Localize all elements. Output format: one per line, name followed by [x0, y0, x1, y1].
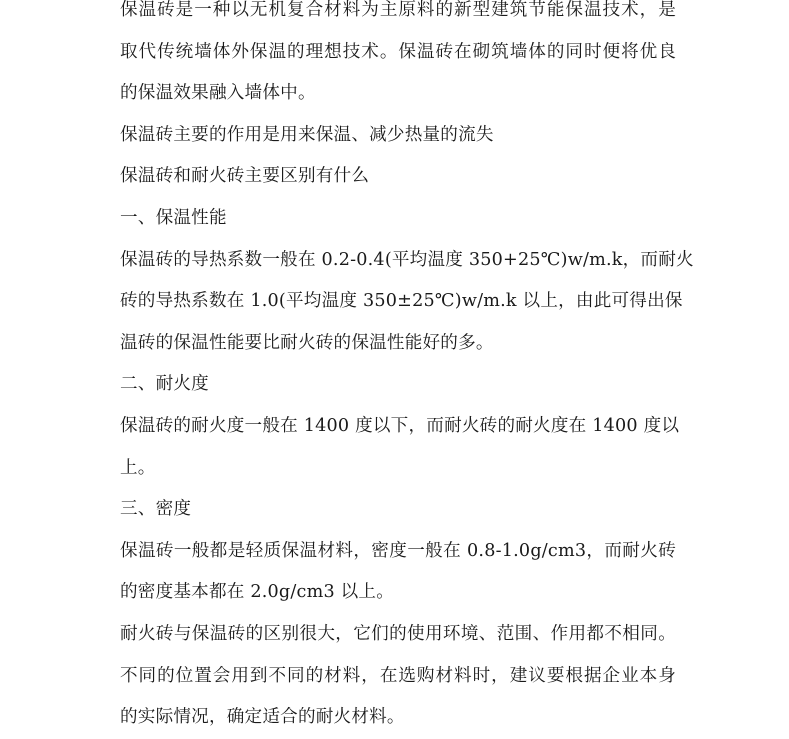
paragraph-conductivity-line-1: 保温砖的导热系数一般在 0.2-0.4(平均温度 350+25℃)w/m.k，而耐火: [120, 249, 694, 270]
paragraph-conductivity-line-2: 砖的导热系数在 1.0(平均温度 350±25℃)w/m.k 以上，由此可得出保: [120, 291, 683, 312]
paragraph-refractoriness-line-2: 上。: [120, 457, 156, 478]
paragraph-conclusion-line-3: 的实际情况，确定适合的耐火材料。: [120, 707, 405, 728]
document-body: [120, 0, 694, 739]
paragraph-conclusion-line-1: 耐火砖与保温砖的区别很大，它们的使用环境、范围、作用都不相同。: [120, 623, 676, 644]
paragraph-conclusion-line-2: 不同的位置会用到不同的材料，在选购材料时，建议要根据企业本身: [120, 665, 676, 686]
paragraph-refractoriness-line-1: 保温砖的耐火度一般在 1400 度以下，而耐火砖的耐火度在 1400 度以: [120, 415, 680, 436]
paragraph-main-function: 保温砖主要的作用是用来保温、减少热量的流失: [120, 124, 494, 145]
paragraph-density-line-2: 的密度基本都在 2.0g/cm3 以上。: [120, 582, 395, 603]
paragraph-difference-question: 保温砖和耐火砖主要区别有什么: [120, 166, 370, 187]
paragraph-conductivity-line-3: 温砖的保温性能要比耐火砖的保温性能好的多。: [120, 332, 494, 353]
paragraph-density-line-1: 保温砖一般都是轻质保温材料，密度一般在 0.8-1.0g/cm3，而耐火砖: [120, 540, 676, 561]
paragraph-intro-line-3: 的保温效果融入墙体中。: [120, 83, 316, 104]
paragraph-intro-line-2: 取代传统墙体外保温的理想技术。保温砖在砌筑墙体的同时便将优良: [120, 41, 676, 62]
paragraph-intro-line-1: 保温砖是一种以无机复合材料为主原料的新型建筑节能保温技术，是: [120, 0, 676, 20]
heading-density: 三、密度: [120, 499, 192, 520]
heading-insulation-performance: 一、保温性能: [120, 207, 227, 228]
heading-refractoriness: 二、耐火度: [120, 374, 209, 395]
